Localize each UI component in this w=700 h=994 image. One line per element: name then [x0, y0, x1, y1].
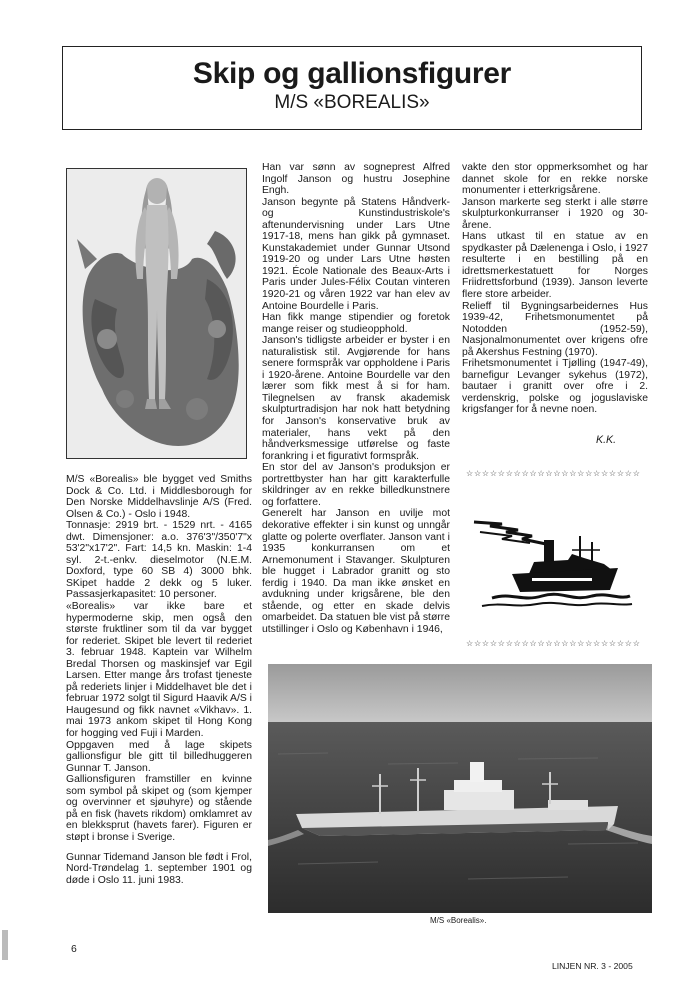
ship-photo-image [268, 664, 652, 913]
col3-paragraph-3: Hans utkast til en statue av en spydkaster på Dælenenga i Oslo, i 1927 resulterte i en bestilling på en idrettsmerkestatuett for Norges Friidrettsforbund (1939). Janson leverte flere store arbeider. [462, 231, 648, 301]
text-column-2 [262, 162, 450, 635]
col2-paragraph-2: Janson begynte på Statens Håndverk- og Kunstindustriskole's aftenundervisning under Lars Utne 1917-18, mens han gikk på gymnaset. Kunstakademiet under Gunnar Utsond 1919-20 og under Lars Utne høsten 1921. École Nationale des Beaux-Arts i Paris under Jules-Félix Coutan vinteren 1920-21 og våren 1922 var han elev av Antoine Bourdelle i Paris. [262, 196, 450, 312]
col3-paragraph-5: Frihetsmonumentet i Tjølling (1947-49), barnefigur Levanger sykehus (1972), bautaer i granitt over ofre i 2. verdenskrig, polske og joguslaviske krigsfanger for å nevne noen. [462, 358, 648, 416]
col1-paragraph-6: Gunnar Tidemand Janson ble født i Frol, Nord-Trøndelag 1. september 1901 og døde i Oslo 11. juni 1983. [66, 851, 252, 886]
ship-photo-caption: M/S «Borealis». [430, 916, 487, 925]
col1-paragraph-1: M/S «Borealis» ble bygget ved Smiths Dock & Co. Ltd. i Middlesborough for Den Norske Middelhavslinje A/S (Fred. Olsen & Co.) - Oslo i 1948. [66, 474, 252, 520]
page-number: 6 [71, 944, 77, 955]
journal-issue: LINJEN NR. 3 - 2005 [552, 961, 633, 971]
col1-paragraph-2: Tonnasje: 2919 brt. - 1529 nrt. - 4165 dwt. Dimensjoner: a.o. 376'3"/350'7"x 53'2"x17'2". Fart: 14,5 kn. Maskin: 1-4 syl. 2-t.-enkv. dieselmotor (N.E.M. Doxford, type 60 SB 4) 3000 bhk. SKipet hadde 2 dekk og 5 luker. Passasjerkapasitet: 10 personer. [66, 520, 252, 601]
star-divider-bottom: ☆☆☆☆☆☆☆☆☆☆☆☆☆☆☆☆☆☆☆☆☆☆ [466, 639, 641, 648]
page-subtitle: M/S «BOREALIS» [274, 92, 430, 113]
star-divider-top: ☆☆☆☆☆☆☆☆☆☆☆☆☆☆☆☆☆☆☆☆☆☆ [466, 469, 641, 478]
title-box [62, 46, 642, 130]
col3-paragraph-2: Janson markerte seg sterkt i alle større skulpturkonkurranser i 1920 og 30-årene. [462, 196, 648, 231]
figurehead-photo [66, 168, 247, 459]
col3-paragraph-4: Relieff til Bygningsarbeidernes Hus 1939-42, Frihetsmonumentet på Notodden (1952-59), Nasjonalmonumentet over krigens ofre på Akershus Festning (1970). [462, 300, 648, 358]
col2-paragraph-4: Janson's tidligste arbeider er byster i en naturalistisk stil. Avgjørende for hans senere formspråk var oppholdene i Paris i 1920-årene. Antoine Bourdelle var den lærer som fikk mest å si for ham. Tilegnelsen av fransk akademisk skulpturtradisjon har nok hatt betydning for Janson's konservative bruk av materialer, hans vekt på den håndverksmessige utførelse og faste forankring i et figurativt formspråk. [262, 335, 450, 462]
text-column-1 [66, 474, 252, 886]
scan-margin-mark [2, 930, 8, 960]
page-title: Skip og gallionsfigurer [192, 57, 512, 90]
col2-paragraph-6: Generelt har Janson en uvilje mot dekorative effekter i sin kunst og unngår glatte og polerte overflater. Janson vant i 1935 konkurransen om et Arnemonument i Stavanger. Skulpturen ble hugget i Labrador granitt og sto ferdig i 1940. Da man ikke ønsket en avdukning under krigsårene, ble den stående, og etter en skade delvis omarbeidet. Da statuen ble vist på større utstillinger i Oslo og København i 1946, [262, 508, 450, 635]
col2-paragraph-1: Han var sønn av sogneprest Alfred Ingolf Janson og hustru Josephine Engh. [262, 162, 450, 197]
col1-paragraph-5: Gallionsfiguren framstiller en kvinne som symbol på skipet og (som kjemper og overvinner et sjøuhyre) og stående på en fisk (havets rikdom) omklamret av en blekksprut (havets farer). Figuren er støpt i bronse i Sverige. [66, 774, 252, 843]
text-column-3 [462, 162, 648, 416]
ship-vignette-icon [472, 512, 634, 610]
ship-photo [268, 664, 652, 913]
col2-paragraph-5: En stor del av Janson's produksjon er portrettbyster han har gitt karakterfulle skildringer av en rekke billedkunstnere og forfattere. [262, 462, 450, 508]
col3-paragraph-1: vakte den stor oppmerksomhet og har dannet skole for en rekke norske monumenter i etterkrigsårene. [462, 162, 648, 197]
col1-paragraph-3: «Borealis» var ikke bare et hypermoderne skip, men også den største fruktliner som til da var bygget for rederiet. Skipet ble levert til rederiet 3. februar 1948. Kaptein var Wilhelm Bredal Thorsen og maskinsjef var Egil Larsen. Etter mange års trofast tjeneste på rederiets linjer i Middelhavet ble det i februar 1972 solgt til Sigurd Haavik A/S i Haugesund og fikk navnet «Vikhav». 1. mai 1973 ankom skipet til Hong Kong for hogging ved Fuji i Marden. [66, 601, 252, 740]
col2-paragraph-3: Han fikk mange stipendier og foretok mange reiser og studieopphold. [262, 312, 450, 335]
author-signature: K.K. [596, 434, 617, 446]
figurehead-image [67, 169, 247, 459]
col1-paragraph-4: Oppgaven med å lage skipets gallionsfigur ble gitt til billedhuggeren Gunnar T. Janson. [66, 739, 252, 774]
